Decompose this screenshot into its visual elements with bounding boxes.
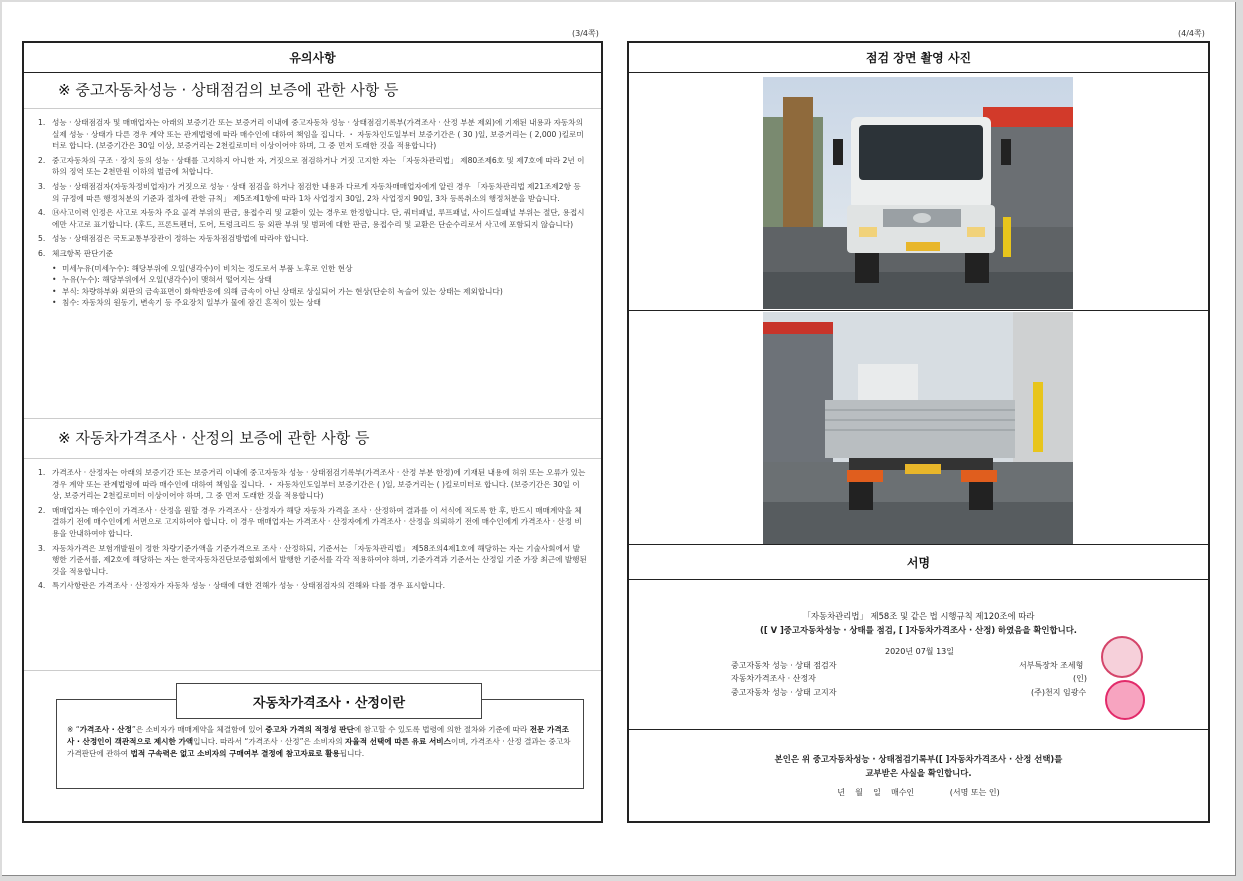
signature-line2: ([ V ]중고자동차성능 · 상태를 점검, [ ]자동차가격조사 · 산정) 하였음을 확인합니다. [760, 625, 1077, 635]
bullet-icon: • [52, 286, 57, 296]
criteria-text: 미세누유(미세누수): 해당부위에 오일(냉각수)이 비치는 정도로서 부품 노후로 인한 현상 [62, 263, 353, 273]
role-notifier-value: (주)천지 임광수 [1031, 688, 1087, 697]
role-appraiser-value: (인) [1073, 674, 1087, 683]
note-item [38, 181, 587, 204]
notifier-seal-icon [1105, 680, 1145, 720]
note-item-text: 중고자동차의 구조 · 장치 등의 성능 · 상태를 고지하지 아니한 자, 거짓으로 점검하거나 거짓 고지한 자는 「자동차관리법」 제80조제6호 및 제7호에 따라 2년 이하의 징역 또는 2천만원 이하의 벌금에 처합니다. [52, 155, 585, 177]
inspector-seal-icon [1101, 636, 1143, 678]
buyer-line: 년 월 일 매수인 (서명 또는 인) [837, 788, 1000, 797]
section1-title: ※ 중고자동차성능 · 상태점검의 보증에 관한 사항 등 [24, 73, 601, 109]
page-number-left: (3/4쪽) [572, 29, 599, 38]
notice-emphasis: 법적 구속력은 없고 소비자의 구매여부 결정에 참고자료로 활용 [130, 749, 340, 758]
signature-header: 서명 [629, 546, 1208, 580]
role-notifier-label: 중고자동차 성능 · 상태 고지자 [731, 688, 837, 697]
photo-header: 점검 장면 촬영 사진 [629, 43, 1208, 73]
confirm-line2: 교부받은 사실을 확인합니다. [865, 768, 972, 778]
note-item [38, 207, 587, 230]
signature-section [629, 580, 1208, 730]
photo-row-rear [629, 312, 1208, 545]
criteria-item [52, 263, 587, 275]
note-item-text: 성능 · 상태점검자 및 매매업자는 아래의 보증기간 또는 보증거리 이내에 중고자동차 성능 · 상태점검기록부(가격조사 · 산정 부분 제외)에 기재된 내용과 자동차의 실제 성능 · 상태가 다른 경우 계약 또는 관계법령에 따라 매수인에 대하여 책임을 집니다. ・ 자동차인도일부터 보증기간은 ( 30 )일, 보증거리는 ( 2,000 )킬로미터로 합니다. (보증기간은 30일 이상, 보증거리는 2천킬로미터 이상이어야 하며, 그 중 먼저 도래한 것을 적용합니다) [52, 118, 584, 151]
note-item-number: 3. [38, 181, 46, 191]
notice-text-part: ”은 소비자가 매매계약을 체결함에 있어 [131, 725, 266, 734]
note-item [38, 233, 587, 245]
signature-line1: 「자동차관리법」 제58조 및 같은 법 시행규칙 제120조에 따라 [802, 611, 1035, 621]
note-item-text: 성능 · 상태점검은 국토교통부장관이 정하는 자동차점검방법에 따라야 합니다. [52, 234, 309, 244]
notice-emphasis: 가격조사 · 산정 [79, 725, 132, 734]
notice-text-part: ※ “ [67, 725, 80, 734]
notice-box [56, 683, 583, 803]
note-item-number: 5. [38, 234, 46, 244]
note-item [38, 117, 587, 152]
confirm-line1: 본인은 위 중고자동차성능 · 상태점검기록부([ ]자동차가격조사 · 산정 선택)를 [774, 754, 1063, 764]
note-item [38, 580, 587, 592]
notice-text-part: 입니다. 따라서 “가격조사 · 산정”은 소비자의 [193, 737, 346, 746]
notice-text-part: 에 참고할 수 있도록 법령에 의한 절차와 기준에 따라 [353, 725, 530, 734]
note-item-number: 4. [38, 581, 46, 591]
note-item [38, 543, 587, 578]
criteria-list [38, 263, 587, 309]
criteria-text: 누유(누수): 해당부위에서 오일(냉각수)이 맺혀서 떨어지는 상태 [62, 275, 272, 285]
note-item-number: 2. [38, 155, 46, 165]
note-item-text: 체크항목 판단기준 [52, 248, 114, 258]
role-inspector-value: 서부특장차 조세형 [1019, 661, 1084, 670]
note-item-text: 특기사항란은 가격조사 · 산정자가 자동차 성능 · 상태에 대한 견해가 성능 · 상태점검자의 견해와 다를 경우 표시합니다. [52, 581, 446, 591]
document-sheet [2, 2, 1236, 876]
note-item-number: 6. [38, 248, 46, 258]
page-number-right: (4/4쪽) [1178, 29, 1205, 38]
criteria-text: 부식: 차량하부와 외판의 금속표면이 화학반응에 의해 금속이 아닌 상태로 상실되어 가는 현상(단순히 녹슬어 있는 상태는 제외합니다) [62, 286, 503, 296]
note-item-text: 성능 · 상태점검자(자동차정비업자)가 거짓으로 성능 · 상태 점검을 하거나 점검한 내용과 다르게 자동차매매업자에게 알린 경우 「자동차관리법 제21조제2항 등의 규정에 따른 행정처분의 기준과 절차에 관한 규칙」 제5조제1항에 따라 1차 사업정지 30일, 2차 사업정지 90일, 3차 등록취소의 행정처분을 받습니다. [52, 181, 581, 203]
section2-list [24, 459, 601, 671]
truck-front-photo [763, 77, 1073, 309]
notice-emphasis: 자율적 선택에 따른 유료 서비스 [345, 737, 451, 746]
bullet-icon: • [52, 298, 57, 308]
criteria-item [52, 286, 587, 298]
note-item-number: 4. [38, 208, 46, 218]
notes-panel [22, 41, 603, 823]
note-item-number: 2. [38, 505, 46, 515]
note-item-number: 1. [38, 118, 46, 127]
photo-row-front [629, 73, 1208, 311]
photo-panel [627, 41, 1210, 823]
note-item-number: 3. [38, 543, 46, 553]
notice-text-part: 됩니다. [339, 749, 365, 758]
notice-box-title: 자동차가격조사 · 산정이란 [176, 683, 482, 719]
notice-text-part: 이며, 가격조사 · 산정 결과는 중고차 가격판단에 관하여 [67, 737, 571, 758]
notice-emphasis: 전문 가격조사 · 산정인이 객관적으로 제시한 가액 [67, 725, 570, 746]
bullet-icon: • [52, 263, 57, 273]
notice-emphasis: 중고차 가격의 적정성 판단 [265, 725, 354, 734]
role-inspector-label: 중고자동차 성능 · 상태 점검자 [731, 661, 837, 670]
notes-header: 유의사항 [24, 43, 601, 73]
note-item [38, 248, 587, 260]
note-item [38, 505, 587, 540]
section2-title: ※ 자동차가격조사 · 산정의 보증에 관한 사항 등 [24, 419, 601, 459]
note-item [38, 467, 587, 502]
signature-date: 2020년 07월 13일 [885, 647, 954, 656]
note-item-text: 매매업자는 매수인이 가격조사 · 산정을 원할 경우 가격조사 · 산정자가 해당 자동차 가격을 조사 · 산정하여 결과를 이 서식에 적도록 한 후, 반드시 매매계약을 체결하기 전에 매수인에게 서면으로 고지하여야 합니다. 이 경우 매매업자는 가격조사 · 산정자에게 가격조사 · 산정을 의뢰하기 전에 매수인에게 가격조사 · 산정 비용을 안내하여야 합니다. [52, 505, 582, 538]
bullet-icon: • [52, 275, 57, 285]
note-item-text: 자동차가격은 보험개발원이 정한 차량기준가액을 기준가격으로 조사 · 산정하되, 기준서는 「자동차관리법」 제58조의4제1호에 해당하는 자는 기술사회에서 발행한 기준서를, 제2호에 해당하는 자는 한국자동차진단보증협회에서 발행한 기준서를 각각 적용하여야 하며, 기준가격과 기준서는 산정일 기준 가장 최근에 발행된 것을 적용합니다. [52, 543, 587, 576]
role-appraiser-label: 자동차가격조사 · 산정자 [731, 674, 816, 683]
note-item-number: 1. [38, 468, 46, 477]
criteria-text: 침수: 자동차의 원동기, 변속기 등 주요장치 일부가 물에 잠긴 흔적이 있는 상태 [62, 298, 321, 308]
truck-rear-photo [763, 312, 1073, 544]
buyer-confirm-section [629, 731, 1208, 821]
note-item [38, 155, 587, 178]
section1-list [24, 109, 601, 419]
note-item-text: ⑭사고이력 인정은 사고로 자동차 주요 골격 부위의 판금, 용접수리 및 교환이 있는 경우로 한정합니다. 단, 쿼터패널, 루프패널, 사이드실패널 부위는 절단, 용접시에만 사고로 표기합니다. (후드, 프론트펜더, 도어, 트렁크리드 등 외판 부위 및 범퍼에 대한 판금, 용접수리 및 교환은 단순수리로서 사고에 포함되지 않습니다) [52, 208, 585, 229]
criteria-item [52, 274, 587, 286]
note-item-text: 가격조사 · 산정자는 아래의 보증기간 또는 보증거리 이내에 중고자동차 성능 · 상태점검기록부(가격조사 · 산정 부분 한정)에 기재된 내용에 허위 또는 오류가 있는 경우 계약 또는 관계법령에 따라 매수인에 대하여 책임을 집니다. ・ 자동차인도일부터 보증기간은 ( )일, 보증거리는 ( )킬로미터로 합니다. (보증기간은 30일 이상, 보증거리는 2천킬로미터 이상이어야 하며, 그 중 먼저 도래한 것을 적용합니다) [52, 468, 586, 501]
criteria-item [52, 297, 587, 309]
